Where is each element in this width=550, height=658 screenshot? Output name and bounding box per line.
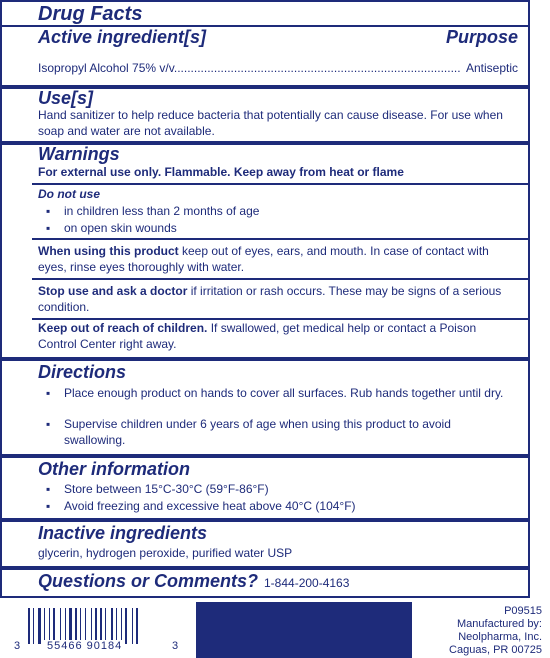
section-divider <box>2 357 528 361</box>
inactive-ingredients-text: glycerin, hydrogen peroxide, purified water USP <box>38 546 293 560</box>
keep-out-text <box>38 320 518 352</box>
company-name: Neolpharma, Inc. <box>458 631 542 643</box>
section-divider <box>2 454 528 458</box>
barcode-bar <box>111 608 113 644</box>
barcode-bar <box>91 608 92 644</box>
do-not-use-heading: Do not use <box>38 187 100 201</box>
phone-number: 1-844-200-4163 <box>264 576 350 590</box>
section-divider <box>2 566 528 570</box>
barcode-bar <box>33 608 34 644</box>
barcode-digits: 55466 90184 <box>44 640 125 652</box>
barcode-bar <box>60 608 61 644</box>
barcode-bar <box>95 608 97 644</box>
active-ingredient: Isopropyl Alcohol 75% v/v <box>38 61 174 75</box>
barcode-bar <box>69 608 72 644</box>
purpose-heading: Purpose <box>445 27 518 47</box>
direction-item: ▪ Supervise children under 6 years of age when using this product to avoid swallowing. <box>64 416 504 448</box>
subsection-divider <box>32 183 528 185</box>
blue-label-block <box>196 602 412 658</box>
subsection-divider <box>32 238 528 240</box>
when-using-label: When using this product <box>38 244 179 258</box>
when-using-body: keep out of eyes, ears, and mouth. In case of contact with eyes, rinse eyes thoroughly with water. <box>38 244 489 274</box>
barcode-bar <box>65 608 66 644</box>
barcode-bar <box>38 608 41 644</box>
barcode-bar <box>132 608 133 644</box>
external-use-warning: For external use only. Flammable. Keep away from heat or flame <box>38 165 404 179</box>
barcode-bar <box>75 608 77 644</box>
stop-use-body: if irritation or rash occurs. These may be signs of a serious condition. <box>38 284 502 314</box>
manufacturer-info <box>449 605 542 657</box>
active-ingredient-heading: Active ingredient[s] <box>38 27 207 47</box>
barcode <box>28 608 168 644</box>
stop-use-label: Stop use and ask a doctor <box>38 284 188 298</box>
warnings-heading: Warnings <box>38 144 120 164</box>
company-city: Caguas, PR 00725 <box>449 644 542 656</box>
barcode-right-digit: 3 <box>172 640 180 652</box>
questions-heading: Questions or Comments? <box>38 571 259 591</box>
other-information-heading: Other information <box>38 459 190 479</box>
section-divider <box>2 518 528 522</box>
barcode-bar <box>136 608 138 644</box>
uses-text: Hand sanitizer to help reduce bacteria that potentially can cause disease. For use when soap and water are not available. <box>38 108 503 138</box>
barcode-bar <box>28 608 30 644</box>
uses-heading: Use[s] <box>38 88 94 108</box>
barcode-bar <box>80 608 81 644</box>
barcode-bar <box>105 608 106 644</box>
manufactured-by-label: Manufactured by: <box>457 618 542 630</box>
drug-facts-title: Drug Facts <box>38 3 143 25</box>
barcode-bar <box>44 608 45 644</box>
direction-item: ▪ Place enough product on hands to cover all surfaces. Rub hands together until dry. <box>64 385 504 401</box>
product-code: P09515 <box>504 605 542 617</box>
subsection-divider <box>32 278 528 280</box>
directions-heading: Directions <box>38 362 127 382</box>
barcode-left-digit: 3 <box>14 640 22 652</box>
active-ingredient-row <box>38 60 520 76</box>
barcode-bar <box>53 608 55 644</box>
barcode-bar <box>125 608 127 644</box>
barcode-bar <box>85 608 86 644</box>
barcode-bar <box>121 608 122 644</box>
other-info-item: ▪ Store between 15°C-30°C (59°F-86°F) <box>64 481 269 497</box>
active-purpose: Antiseptic <box>465 61 518 75</box>
keep-out-body: If swallowed, get medical help or contact a Poison Control Center right away. <box>38 321 477 351</box>
barcode-bar <box>100 608 102 644</box>
stop-use-text <box>38 283 518 315</box>
when-using-text <box>38 243 518 275</box>
keep-out-label: Keep out of reach of children. <box>38 321 208 335</box>
leader-dots: ...................................................................................... <box>173 61 461 75</box>
inactive-ingredients-heading: Inactive ingredients <box>38 523 208 543</box>
other-info-item: ▪ Avoid freezing and excessive heat above 40°C (104°F) <box>64 498 356 514</box>
barcode-bar <box>116 608 117 644</box>
do-not-use-item: ▪ on open skin wounds <box>64 220 177 236</box>
do-not-use-item: ▪ in children less than 2 months of age <box>64 203 259 219</box>
barcode-bar <box>49 608 50 644</box>
